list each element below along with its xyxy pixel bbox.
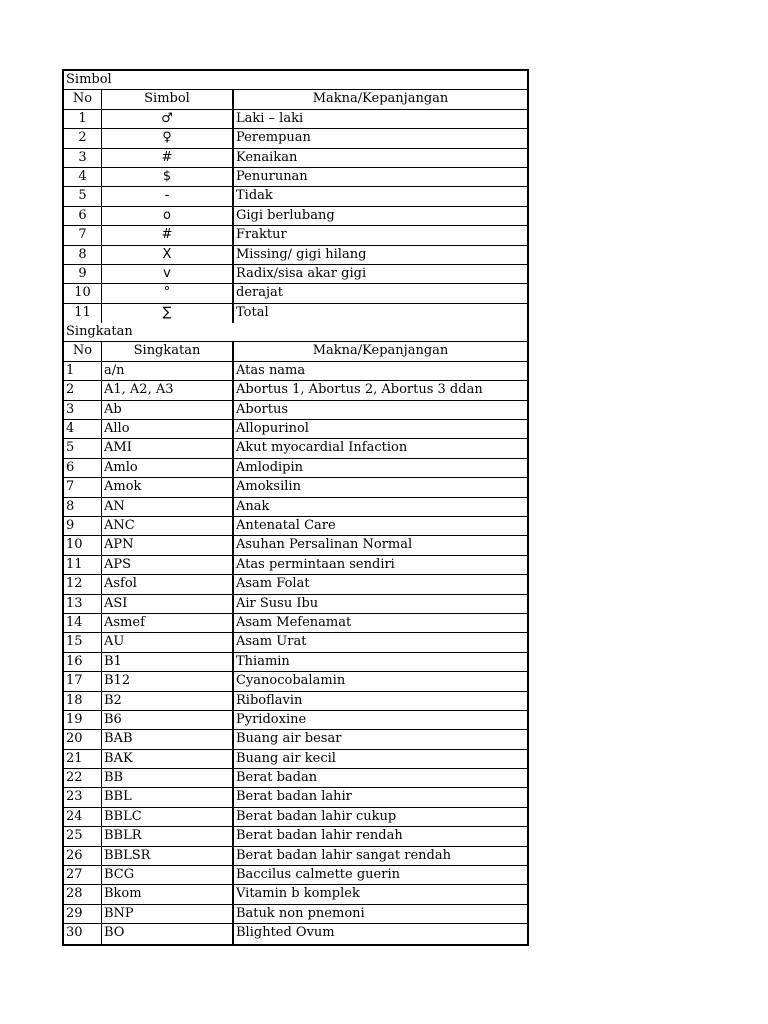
- row-meaning: Amlodipin: [236, 459, 304, 475]
- row-number: 3: [78, 149, 87, 165]
- row-symbol: °: [101, 284, 234, 302]
- row-meaning: Tidak: [236, 188, 273, 204]
- row-number: 6: [78, 207, 87, 223]
- row-meaning: Berat badan lahir rendah: [236, 828, 403, 844]
- row-abbrev: BAB: [101, 730, 234, 748]
- glossary-table: [62, 69, 529, 946]
- row-meaning: Berat badan lahir sangat rendah: [236, 847, 451, 863]
- table-row: [64, 498, 527, 517]
- row-number: 14: [66, 614, 83, 630]
- row-number: 9: [66, 517, 75, 533]
- row-meaning: Total: [236, 304, 269, 320]
- row-number: 21: [66, 750, 83, 766]
- row-abbrev: BCG: [101, 866, 234, 884]
- row-meaning: Missing/ gigi hilang: [236, 246, 367, 262]
- table-row: [64, 284, 527, 303]
- table-row: [64, 246, 527, 265]
- row-symbol: ∑: [101, 304, 234, 323]
- header-simbol: Simbol: [101, 90, 234, 108]
- row-number: 5: [78, 188, 87, 204]
- table-row: [64, 614, 527, 633]
- table-row: [64, 905, 527, 924]
- row-meaning: Berat badan lahir: [236, 789, 352, 805]
- table-row: [64, 711, 527, 730]
- row-abbrev: Asmef: [101, 614, 234, 632]
- section-title-simbol: Simbol: [66, 72, 112, 87]
- row-number: 16: [66, 653, 83, 669]
- row-meaning: Buang air besar: [236, 731, 342, 747]
- row-meaning: derajat: [236, 285, 283, 301]
- row-abbrev: APS: [101, 556, 234, 574]
- row-meaning: Pyridoxine: [236, 711, 307, 727]
- table-row: [64, 226, 527, 245]
- row-abbrev: ANC: [101, 517, 234, 535]
- row-number: 7: [78, 227, 87, 243]
- table-row: [64, 517, 527, 536]
- table-row: [64, 769, 527, 788]
- row-number: 1: [78, 110, 87, 126]
- row-meaning: Berat badan lahir cukup: [236, 808, 397, 824]
- row-abbrev: Amlo: [101, 459, 234, 477]
- row-number: 7: [66, 479, 75, 495]
- table-row: [64, 536, 527, 555]
- row-number: 25: [66, 828, 83, 844]
- row-meaning: Asam Mefenamat: [236, 614, 352, 630]
- row-meaning: Fraktur: [236, 227, 287, 243]
- row-number: 2: [78, 130, 87, 146]
- table-row: [64, 750, 527, 769]
- row-number: 11: [66, 556, 83, 572]
- row-number: 17: [66, 673, 83, 689]
- row-meaning: Anak: [236, 498, 270, 514]
- row-number: 4: [78, 168, 87, 184]
- row-meaning: Berat badan: [236, 770, 318, 786]
- table-row: [64, 420, 527, 439]
- header-makna: Makna/Kepanjangan: [312, 91, 449, 107]
- row-number: 9: [78, 265, 87, 281]
- row-abbrev: BB: [101, 769, 234, 787]
- table-row: [64, 575, 527, 594]
- row-number: 10: [66, 537, 83, 553]
- row-number: 30: [66, 925, 83, 941]
- row-meaning: Abortus 1, Abortus 2, Abortus 3 ddan: [236, 382, 483, 398]
- row-abbrev: BO: [101, 924, 234, 943]
- table-row: [64, 129, 527, 148]
- row-meaning: Laki – laki: [236, 110, 304, 126]
- row-number: 13: [66, 595, 83, 611]
- row-abbrev: Asfol: [101, 575, 234, 593]
- table-row: [64, 401, 527, 420]
- section-title-singkatan: Singkatan: [66, 324, 133, 340]
- table-row: [64, 149, 527, 168]
- row-meaning: Asam Urat: [236, 634, 307, 650]
- row-symbol: $: [101, 168, 234, 186]
- row-meaning: Asam Folat: [236, 576, 310, 592]
- row-abbrev: B12: [101, 672, 234, 690]
- header-no: No: [72, 343, 93, 359]
- table-row: [64, 866, 527, 885]
- row-number: 15: [66, 634, 83, 650]
- table-row: [64, 653, 527, 672]
- row-number: 24: [66, 808, 83, 824]
- row-abbrev: BBLC: [101, 808, 234, 826]
- row-meaning: Atas nama: [236, 362, 306, 378]
- row-symbol: ♀: [101, 129, 234, 147]
- table-row: [64, 633, 527, 652]
- table-row: [64, 362, 527, 381]
- row-meaning: Antenatal Care: [236, 517, 336, 533]
- row-number: 22: [66, 770, 83, 786]
- row-number: 27: [66, 867, 83, 883]
- table-row: [64, 478, 527, 497]
- table-row: [64, 672, 527, 691]
- row-number: 10: [74, 285, 91, 301]
- table-row: [64, 168, 527, 187]
- row-abbrev: BBL: [101, 788, 234, 806]
- row-number: 4: [66, 421, 75, 437]
- table-header-row: [64, 342, 527, 361]
- header-makna: Makna/Kepanjangan: [312, 343, 449, 359]
- row-meaning: Abortus: [236, 401, 289, 417]
- section-title-row: [64, 71, 527, 90]
- row-abbrev: BNP: [101, 905, 234, 923]
- row-meaning: Asuhan Persalinan Normal: [236, 537, 413, 553]
- row-meaning: Blighted Ovum: [236, 925, 335, 941]
- table-header-row: [64, 90, 527, 109]
- table-row: [64, 265, 527, 284]
- row-meaning: Baccilus calmette guerin: [236, 867, 400, 883]
- table-row: [64, 595, 527, 614]
- row-number: 12: [66, 576, 83, 592]
- row-abbrev: Allo: [101, 420, 234, 438]
- row-abbrev: AMI: [101, 439, 234, 457]
- table-row: [64, 110, 527, 129]
- row-abbrev: BBLR: [101, 827, 234, 845]
- table-row: [64, 459, 527, 478]
- table-row: [64, 304, 527, 323]
- header-singkatan: Singkatan: [101, 342, 234, 360]
- row-abbrev: B1: [101, 653, 234, 671]
- row-meaning: Cyanocobalamin: [236, 673, 346, 689]
- row-meaning: Gigi berlubang: [236, 207, 335, 223]
- table-row: [64, 207, 527, 226]
- row-number: 1: [66, 362, 75, 378]
- row-number: 5: [66, 440, 75, 456]
- row-meaning: Riboflavin: [236, 692, 303, 708]
- row-symbol: X: [101, 246, 234, 264]
- table-row: [64, 847, 527, 866]
- row-number: 28: [66, 886, 83, 902]
- row-abbrev: APN: [101, 536, 234, 554]
- row-number: 18: [66, 692, 83, 708]
- row-meaning: Amoksilin: [236, 479, 301, 495]
- row-meaning: Allopurinol: [236, 421, 309, 437]
- table-row: [64, 730, 527, 749]
- row-meaning: Batuk non pnemoni: [236, 905, 365, 921]
- row-abbrev: AN: [101, 498, 234, 516]
- table-row: [64, 187, 527, 206]
- row-number: 8: [66, 498, 75, 514]
- table-row: [64, 556, 527, 575]
- row-abbrev: Bkom: [101, 885, 234, 903]
- row-meaning: Buang air kecil: [236, 750, 336, 766]
- row-number: 19: [66, 711, 83, 727]
- row-meaning: Vitamin b komplek: [236, 886, 360, 902]
- row-symbol: #: [101, 226, 234, 244]
- table-row: [64, 439, 527, 458]
- table-row: [64, 381, 527, 400]
- row-number: 23: [66, 789, 83, 805]
- row-symbol: o: [101, 207, 234, 225]
- row-abbrev: A1, A2, A3: [101, 381, 234, 399]
- row-number: 11: [74, 304, 91, 320]
- table-row: [64, 788, 527, 807]
- table-row: [64, 827, 527, 846]
- row-abbrev: BAK: [101, 750, 234, 768]
- table-row: [64, 924, 527, 943]
- table-row: [64, 692, 527, 711]
- row-number: 8: [78, 246, 87, 262]
- row-abbrev: Ab: [101, 401, 234, 419]
- table-row: [64, 885, 527, 904]
- row-number: 29: [66, 905, 83, 921]
- row-symbol: ♂: [101, 110, 234, 128]
- row-meaning: Atas permintaan sendiri: [236, 556, 395, 572]
- row-number: 2: [66, 382, 75, 398]
- row-number: 6: [66, 459, 75, 475]
- row-number: 26: [66, 847, 83, 863]
- row-meaning: Air Susu Ibu: [236, 595, 319, 611]
- section-title-row: [64, 323, 527, 342]
- row-meaning: Penurunan: [236, 168, 308, 184]
- row-symbol: #: [101, 149, 234, 167]
- row-meaning: Radix/sisa akar gigi: [236, 265, 367, 281]
- row-meaning: Kenaikan: [236, 149, 298, 165]
- row-meaning: Thiamin: [236, 653, 290, 669]
- row-symbol: -: [101, 187, 234, 205]
- row-abbrev: B6: [101, 711, 234, 729]
- row-abbrev: a/n: [101, 362, 234, 380]
- header-no: No: [72, 91, 93, 107]
- row-abbrev: BBLSR: [101, 847, 234, 865]
- table-row: [64, 808, 527, 827]
- row-meaning: Akut myocardial Infaction: [236, 440, 408, 456]
- row-symbol: v: [101, 265, 234, 283]
- row-number: 3: [66, 401, 75, 417]
- row-abbrev: ASI: [101, 595, 234, 613]
- row-abbrev: AU: [101, 633, 234, 651]
- row-number: 20: [66, 731, 83, 747]
- row-meaning: Perempuan: [236, 130, 311, 146]
- row-abbrev: B2: [101, 692, 234, 710]
- row-abbrev: Amok: [101, 478, 234, 496]
